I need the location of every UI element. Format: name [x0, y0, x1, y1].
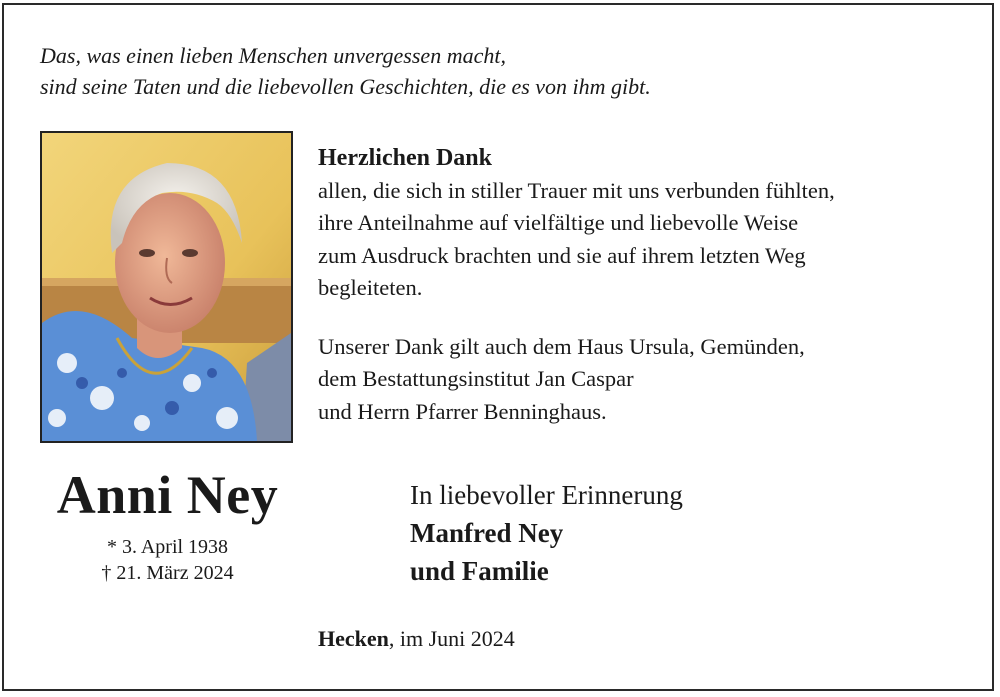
place-town: Hecken: [318, 626, 389, 651]
thanks-line: allen, die sich in stiller Trauer mit uns verbunden fühlten,: [318, 177, 835, 203]
family-name: Manfred Ney: [410, 518, 564, 548]
thanks-line: begleiteten.: [318, 275, 423, 300]
thanks-text: [318, 142, 835, 428]
memorial-quote: [40, 40, 651, 102]
acknowledgement-line: Unserer Dank gilt auch dem Haus Ursula, Gemünden,: [318, 333, 805, 359]
death-date: † 21. März 2024: [101, 562, 234, 584]
quote-line-2: sind seine Taten und die liebevollen Geschichten, die es von ihm gibt.: [40, 74, 651, 99]
thanks-line: ihre Anteilnahme auf vielfältige und liebevolle Weise: [318, 210, 799, 235]
family-signature: [410, 476, 683, 590]
acknowledgement-line: und Herrn Pfarrer Benninghaus.: [318, 398, 607, 424]
family-suffix: und Familie: [410, 556, 549, 586]
quote-line-1: Das, was einen lieben Menschen unvergessen macht,: [40, 43, 506, 68]
thanks-heading: Herzlichen Dank: [318, 145, 492, 171]
paragraph-gap: [318, 305, 835, 331]
remembrance-intro: In liebevoller Erinnerung: [410, 480, 683, 510]
place-and-date: [318, 624, 515, 654]
portrait-photo: [40, 131, 293, 443]
deceased-name: Anni Ney: [56, 465, 279, 525]
thanks-line: zum Ausdruck brachten und sie auf ihrem letzten Weg: [318, 242, 806, 268]
acknowledgement-line: dem Bestattungsinstitut Jan Caspar: [318, 366, 634, 391]
birth-date: * 3. April 1938: [106, 536, 229, 558]
life-dates: [0, 534, 335, 586]
place-date: , im Juni 2024: [388, 626, 515, 651]
